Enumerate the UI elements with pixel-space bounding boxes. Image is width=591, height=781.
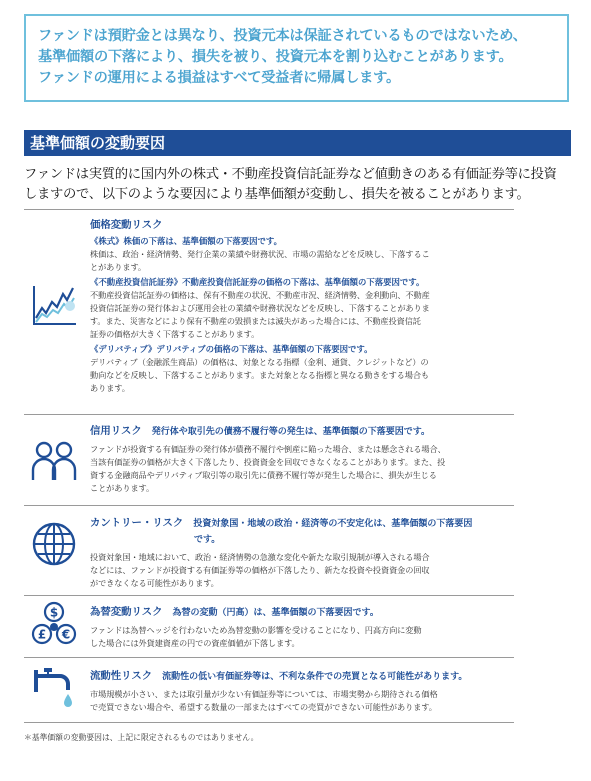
line-chart-icon bbox=[30, 280, 78, 328]
people-icon bbox=[30, 436, 78, 484]
risk-body-line: 投資信託証券の発行体および運用会社の業績や財務状況などを反映し、下落することがありま bbox=[90, 303, 430, 313]
risk-sub-reit: 《不動産投資信託証券》不動産投資信託証券の価格の下落は、基準価額の下落要因です。 bbox=[90, 277, 425, 287]
risk-body-line: ができなくなる可能性があります。 bbox=[90, 578, 219, 588]
risk-body-line: あります。 bbox=[90, 383, 130, 393]
divider bbox=[24, 657, 514, 658]
notice-line-1: ファンドは預貯金とは異なり、投資元本は保証されているものではないため、 bbox=[38, 28, 527, 44]
divider bbox=[24, 722, 514, 723]
footnote: ＊基準価額の変動要因は、上記に限定されるものではありません。 bbox=[24, 733, 259, 742]
risk-sub-stock: 《株式》株価の下落は、基準価額の下落要因です。 bbox=[90, 236, 282, 246]
risk-name: 為替変動リスク bbox=[90, 606, 163, 618]
risk-sub-derivative: 《デリバティブ》デリバティブの価格の下落は、基準価額の下落要因です。 bbox=[90, 344, 373, 354]
risk-body-line: 市場規模が小さい、または取引量が少ない有価証券等については、市場実勢から期待される価格 bbox=[90, 689, 438, 699]
risk-body-line: 証券の価格が大きく下落することがあります。 bbox=[90, 329, 260, 339]
liquidity-risk bbox=[90, 669, 520, 714]
risk-headline: 為替の変動（円高）は、基準価額の下落要因です。 bbox=[172, 608, 379, 618]
risk-headline: 投資対象国・地域の政治・経済等の不安定化は、基準価額の下落要因 bbox=[193, 519, 473, 529]
risk-body-line: 不動産投資信託証券の価格は、保有不動産の状況、不動産市況、経済情勢、金利動向、不動産 bbox=[90, 290, 430, 300]
risk-body-line: 資する金融商品やデリバティブ取引等の取引先に債務不履行等が発生した場合に、損失が生じる bbox=[90, 470, 437, 480]
notice-box bbox=[24, 14, 569, 102]
faucet-icon bbox=[30, 664, 78, 712]
risk-body-line: デリバティブ（金融派生商品）の価格は、対象となる指標（金利、通貨、クレジットなど）の bbox=[90, 357, 429, 367]
risk-name: 信用リスク bbox=[90, 425, 142, 437]
intro-line-1: ファンドは実質的に国内外の株式・不動産投資信託証券など値動きのある有価証券等に投資 bbox=[24, 167, 557, 182]
risk-headline: 発行体や取引先の債務不履行等の発生は、基準価額の下落要因です。 bbox=[151, 427, 431, 437]
divider bbox=[24, 414, 514, 415]
risk-name: 価格変動リスク bbox=[90, 219, 163, 231]
svg-text:$: $ bbox=[49, 605, 59, 620]
section-intro bbox=[24, 165, 571, 205]
risk-body-line: す。また、災害などにより保有不動産の毀損または滅失があった場合には、不動産投資信託 bbox=[90, 316, 421, 326]
risk-name: カントリー・リスク bbox=[90, 517, 184, 529]
risk-body-line: などには、ファンドが投資する有価証券等の価格が下落したり、新たな投資や投資資金の回収 bbox=[90, 565, 430, 575]
risk-headline-cont: です。 bbox=[194, 535, 221, 545]
risk-body-line: ファンドが投資する有価証券の発行体が債務不履行や倒産に陥った場合、または懸念される場合、 bbox=[90, 444, 446, 454]
divider bbox=[24, 209, 514, 210]
fx-risk bbox=[90, 605, 520, 650]
risk-body-line: 当該有価証券の価格が大きく下落したり、投資資金を回収できなくなることがあります。また、投 bbox=[90, 457, 446, 467]
divider bbox=[24, 505, 514, 506]
section-title: 基準価額の変動要因 bbox=[24, 130, 571, 156]
risk-body-line: とがあります。 bbox=[90, 262, 146, 272]
risk-body-line: した場合には外貨建資産の円での資産価値が下落します。 bbox=[90, 638, 300, 648]
notice-line-3: ファンドの運用による損益はすべて受益者に帰属します。 bbox=[38, 70, 400, 86]
svg-text:€: € bbox=[61, 627, 71, 642]
divider bbox=[24, 595, 514, 596]
risk-body-line: 投資対象国・地域において、政治・経済情勢の急激な変化や新たな取引規制が導入される場合 bbox=[90, 552, 430, 562]
credit-risk bbox=[90, 424, 520, 495]
notice-line-2: 基準価額の下落により、損失を被り、投資元本を割り込むことがあります。 bbox=[38, 49, 513, 65]
risk-body-line: 株価は、政治・経済情勢、発行企業の業績や財務状況、市場の需給などを反映し、下落するこ bbox=[90, 249, 430, 259]
price-risk bbox=[90, 218, 520, 395]
risk-body-line: で売買できない場合や、希望する数量の一部またはすべての売買ができない可能性があります。 bbox=[90, 702, 437, 712]
risk-body-line: ファンドは為替ヘッジを行わないため為替変動の影響を受けることになり、円高方向に変動 bbox=[90, 625, 422, 635]
risk-headline: 流動性の低い有価証券等は、不利な条件での売買となる可能性があります。 bbox=[162, 672, 468, 682]
globe-icon bbox=[30, 520, 78, 568]
intro-line-2: しますので、以下のような要因により基準価額が変動し、損失を被ることがあります。 bbox=[24, 187, 530, 202]
svg-text:£: £ bbox=[37, 627, 47, 642]
risk-body-line: ことがあります。 bbox=[90, 483, 155, 493]
country-risk bbox=[90, 516, 520, 590]
risk-body-line: 動向などを反映し、下落することがあります。また対象となる指標と異なる動きをする場合も bbox=[90, 370, 430, 380]
risk-name: 流動性リスク bbox=[90, 670, 153, 682]
currency-coins-icon bbox=[30, 600, 78, 648]
